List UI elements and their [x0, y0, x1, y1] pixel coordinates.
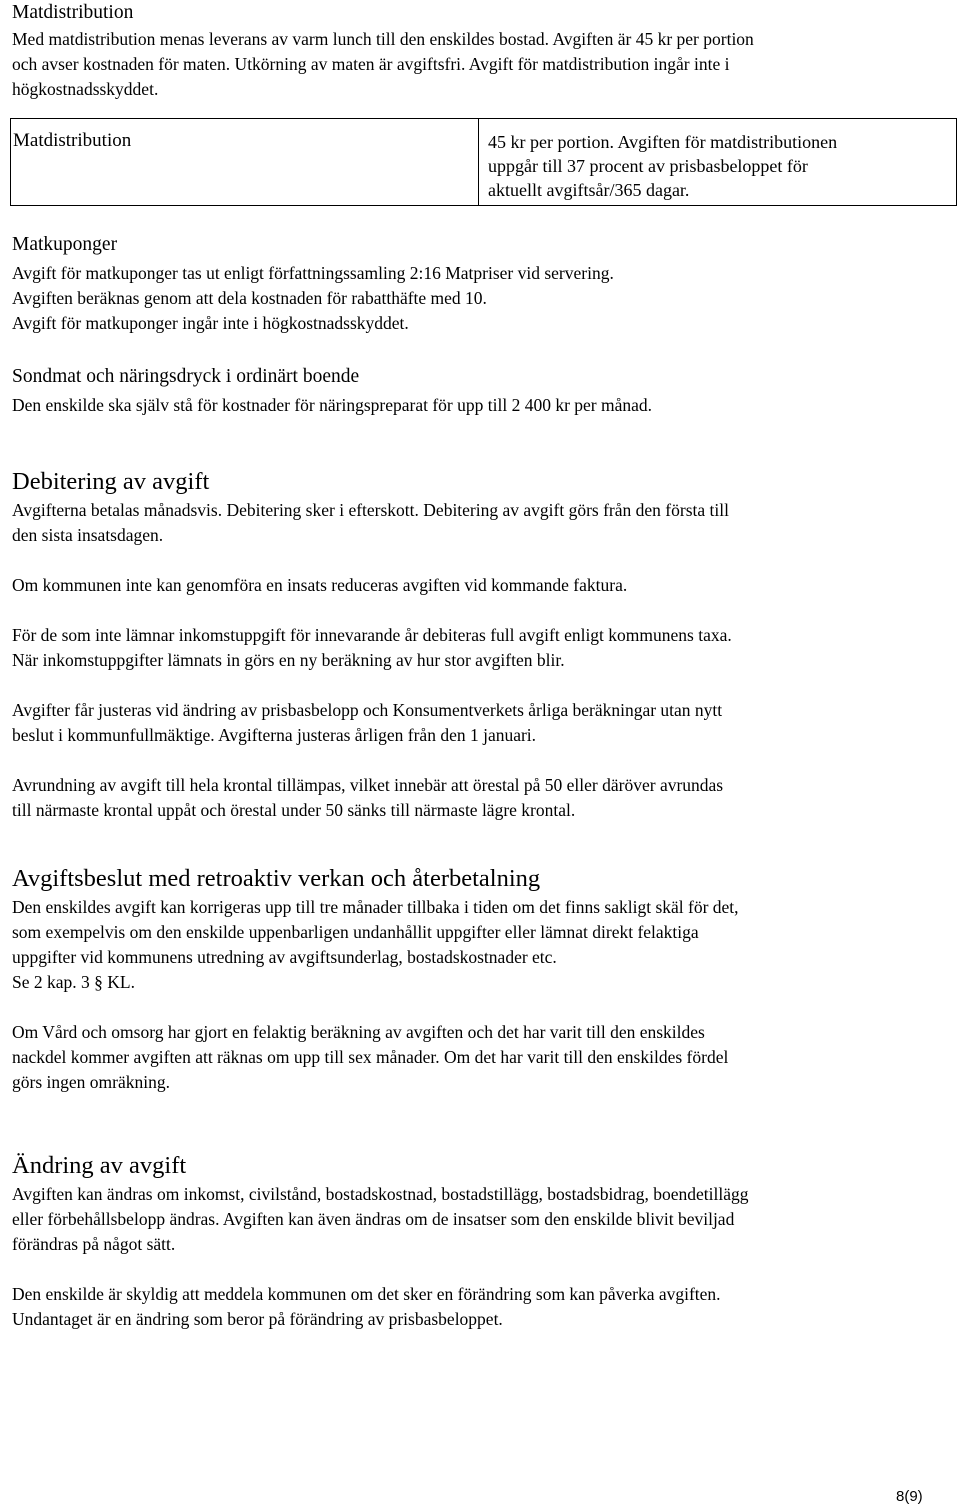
- section-andring: [12, 1151, 948, 1332]
- body-line: uppgifter vid kommunens utredning av avgiftsunderlag, bostadskostnader etc.: [12, 947, 557, 967]
- body-line: förändras på något sätt.: [12, 1234, 176, 1254]
- section-title: Matkuponger: [12, 234, 118, 255]
- body-line: Den enskilde är skyldig att meddela kommunen om det sker en förändring som kan påverka avgiften.: [12, 1284, 721, 1304]
- body-line: eller förbehållsbelopp ändras. Avgiften kan även ändras om de insatser som den enskilde blivit beviljad: [12, 1209, 735, 1229]
- body-line: Avgifter får justeras vid ändring av prisbasbelopp och Konsumentverkets årliga beräkningar utan nytt: [12, 700, 723, 720]
- fee-table: [10, 118, 957, 206]
- section-retroaktiv: [12, 864, 948, 1095]
- section-heading: Ändring av avgift: [12, 1152, 187, 1179]
- section-heading: Avgiftsbeslut med retroaktiv verkan och återbetalning: [12, 865, 541, 892]
- body-line: högkostnadsskyddet.: [12, 79, 159, 99]
- body-line: För de som inte lämnar inkomstuppgift för innevarande år debiteras full avgift enligt kommunens taxa.: [12, 625, 732, 645]
- body-line: Se 2 kap. 3 § KL.: [12, 972, 135, 992]
- table-label-cell: Matdistribution: [13, 130, 132, 151]
- body-line: Avgift för matkuponger ingår inte i högkostnadsskyddet.: [12, 313, 409, 333]
- body-line: Avgifterna betalas månadsvis. Debitering sker i efterskott. Debitering av avgift görs från den första till: [12, 500, 729, 520]
- paragraph: [12, 698, 948, 748]
- paragraph: [12, 1182, 948, 1257]
- body-line: Den enskildes avgift kan korrigeras upp till tre månader tillbaka i tiden om det finns sakligt skäl för det,: [12, 897, 739, 917]
- section-heading: Debitering av avgift: [12, 468, 210, 495]
- paragraph: [12, 623, 948, 673]
- body-line: Undantaget är en ändring som beror på förändring av prisbasbeloppet.: [12, 1309, 503, 1329]
- body-line: Om kommunen inte kan genomföra en insats reduceras avgiften vid kommande faktura.: [12, 575, 628, 595]
- paragraph: [12, 1282, 948, 1332]
- table-divider: [478, 119, 479, 205]
- paragraph: [12, 573, 948, 598]
- body-line: Den enskilde ska själv stå för kostnader för näringspreparat för upp till 2 400 kr per månad.: [12, 395, 653, 415]
- body-line: görs ingen omräkning.: [12, 1072, 170, 1092]
- section-debitering: [12, 467, 948, 823]
- body-line: När inkomstuppgifter lämnats in görs en ny beräkning av hur stor avgiften blir.: [12, 650, 565, 670]
- body-line: Avgift för matkuponger tas ut enligt författningssamling 2:16 Matpriser vid servering.: [12, 263, 614, 283]
- body-line: Om Vård och omsorg har gjort en felaktig beräkning av avgiften och det har varit till den enskildes: [12, 1022, 705, 1042]
- section-sondmat: [12, 364, 948, 418]
- body-line: nackdel kommer avgiften att räknas om upp till sex månader. Om det har varit till den enskildes fördel: [12, 1047, 729, 1067]
- body-line: som exempelvis om den enskilde uppenbarligen undanhållit uppgifter eller lämnat direkt felaktiga: [12, 922, 699, 942]
- section-title: Sondmat och näringsdryck i ordinärt boende: [12, 366, 360, 387]
- page-number: 8(9): [896, 1488, 923, 1505]
- table-value-cell: [488, 130, 948, 202]
- body-line: Avgiften kan ändras om inkomst, civilstånd, bostadskostnad, bostadstillägg, bostadsbidrag, boendetillägg: [12, 1184, 749, 1204]
- body-line: till närmaste krontal uppåt och örestal under 50 sänks till närmaste lägre krontal.: [12, 800, 576, 820]
- body-line: Avgiften beräknas genom att dela kostnaden för rabatthäfte med 10.: [12, 288, 487, 308]
- body-line: Med matdistribution menas leverans av varm lunch till den enskildes bostad. Avgiften är 45 kr per portion: [12, 29, 754, 49]
- section-matkuponger: [12, 232, 948, 336]
- body-line: och avser kostnaden för maten. Utkörning av maten är avgiftsfri. Avgift för matdistribution ingår inte i: [12, 54, 730, 74]
- section-matdistribution: [12, 0, 948, 102]
- body-line: den sista insatsdagen.: [12, 525, 164, 545]
- paragraph: [12, 773, 948, 823]
- paragraph: [12, 1020, 948, 1095]
- body-line: Avrundning av avgift till hela krontal tillämpas, vilket innebär att örestal på 50 eller däröver avrundas: [12, 775, 724, 795]
- section-title: Matdistribution: [12, 2, 134, 23]
- table-value-line: uppgår till 37 procent av prisbasbeloppet för: [488, 156, 808, 176]
- body-line: beslut i kommunfullmäktige. Avgifterna justeras årligen från den 1 januari.: [12, 725, 537, 745]
- paragraph: [12, 895, 948, 995]
- table-value-line: 45 kr per portion. Avgiften för matdistributionen: [488, 132, 838, 152]
- table-value-line: aktuellt avgiftsår/365 dagar.: [488, 180, 690, 200]
- paragraph: [12, 498, 948, 548]
